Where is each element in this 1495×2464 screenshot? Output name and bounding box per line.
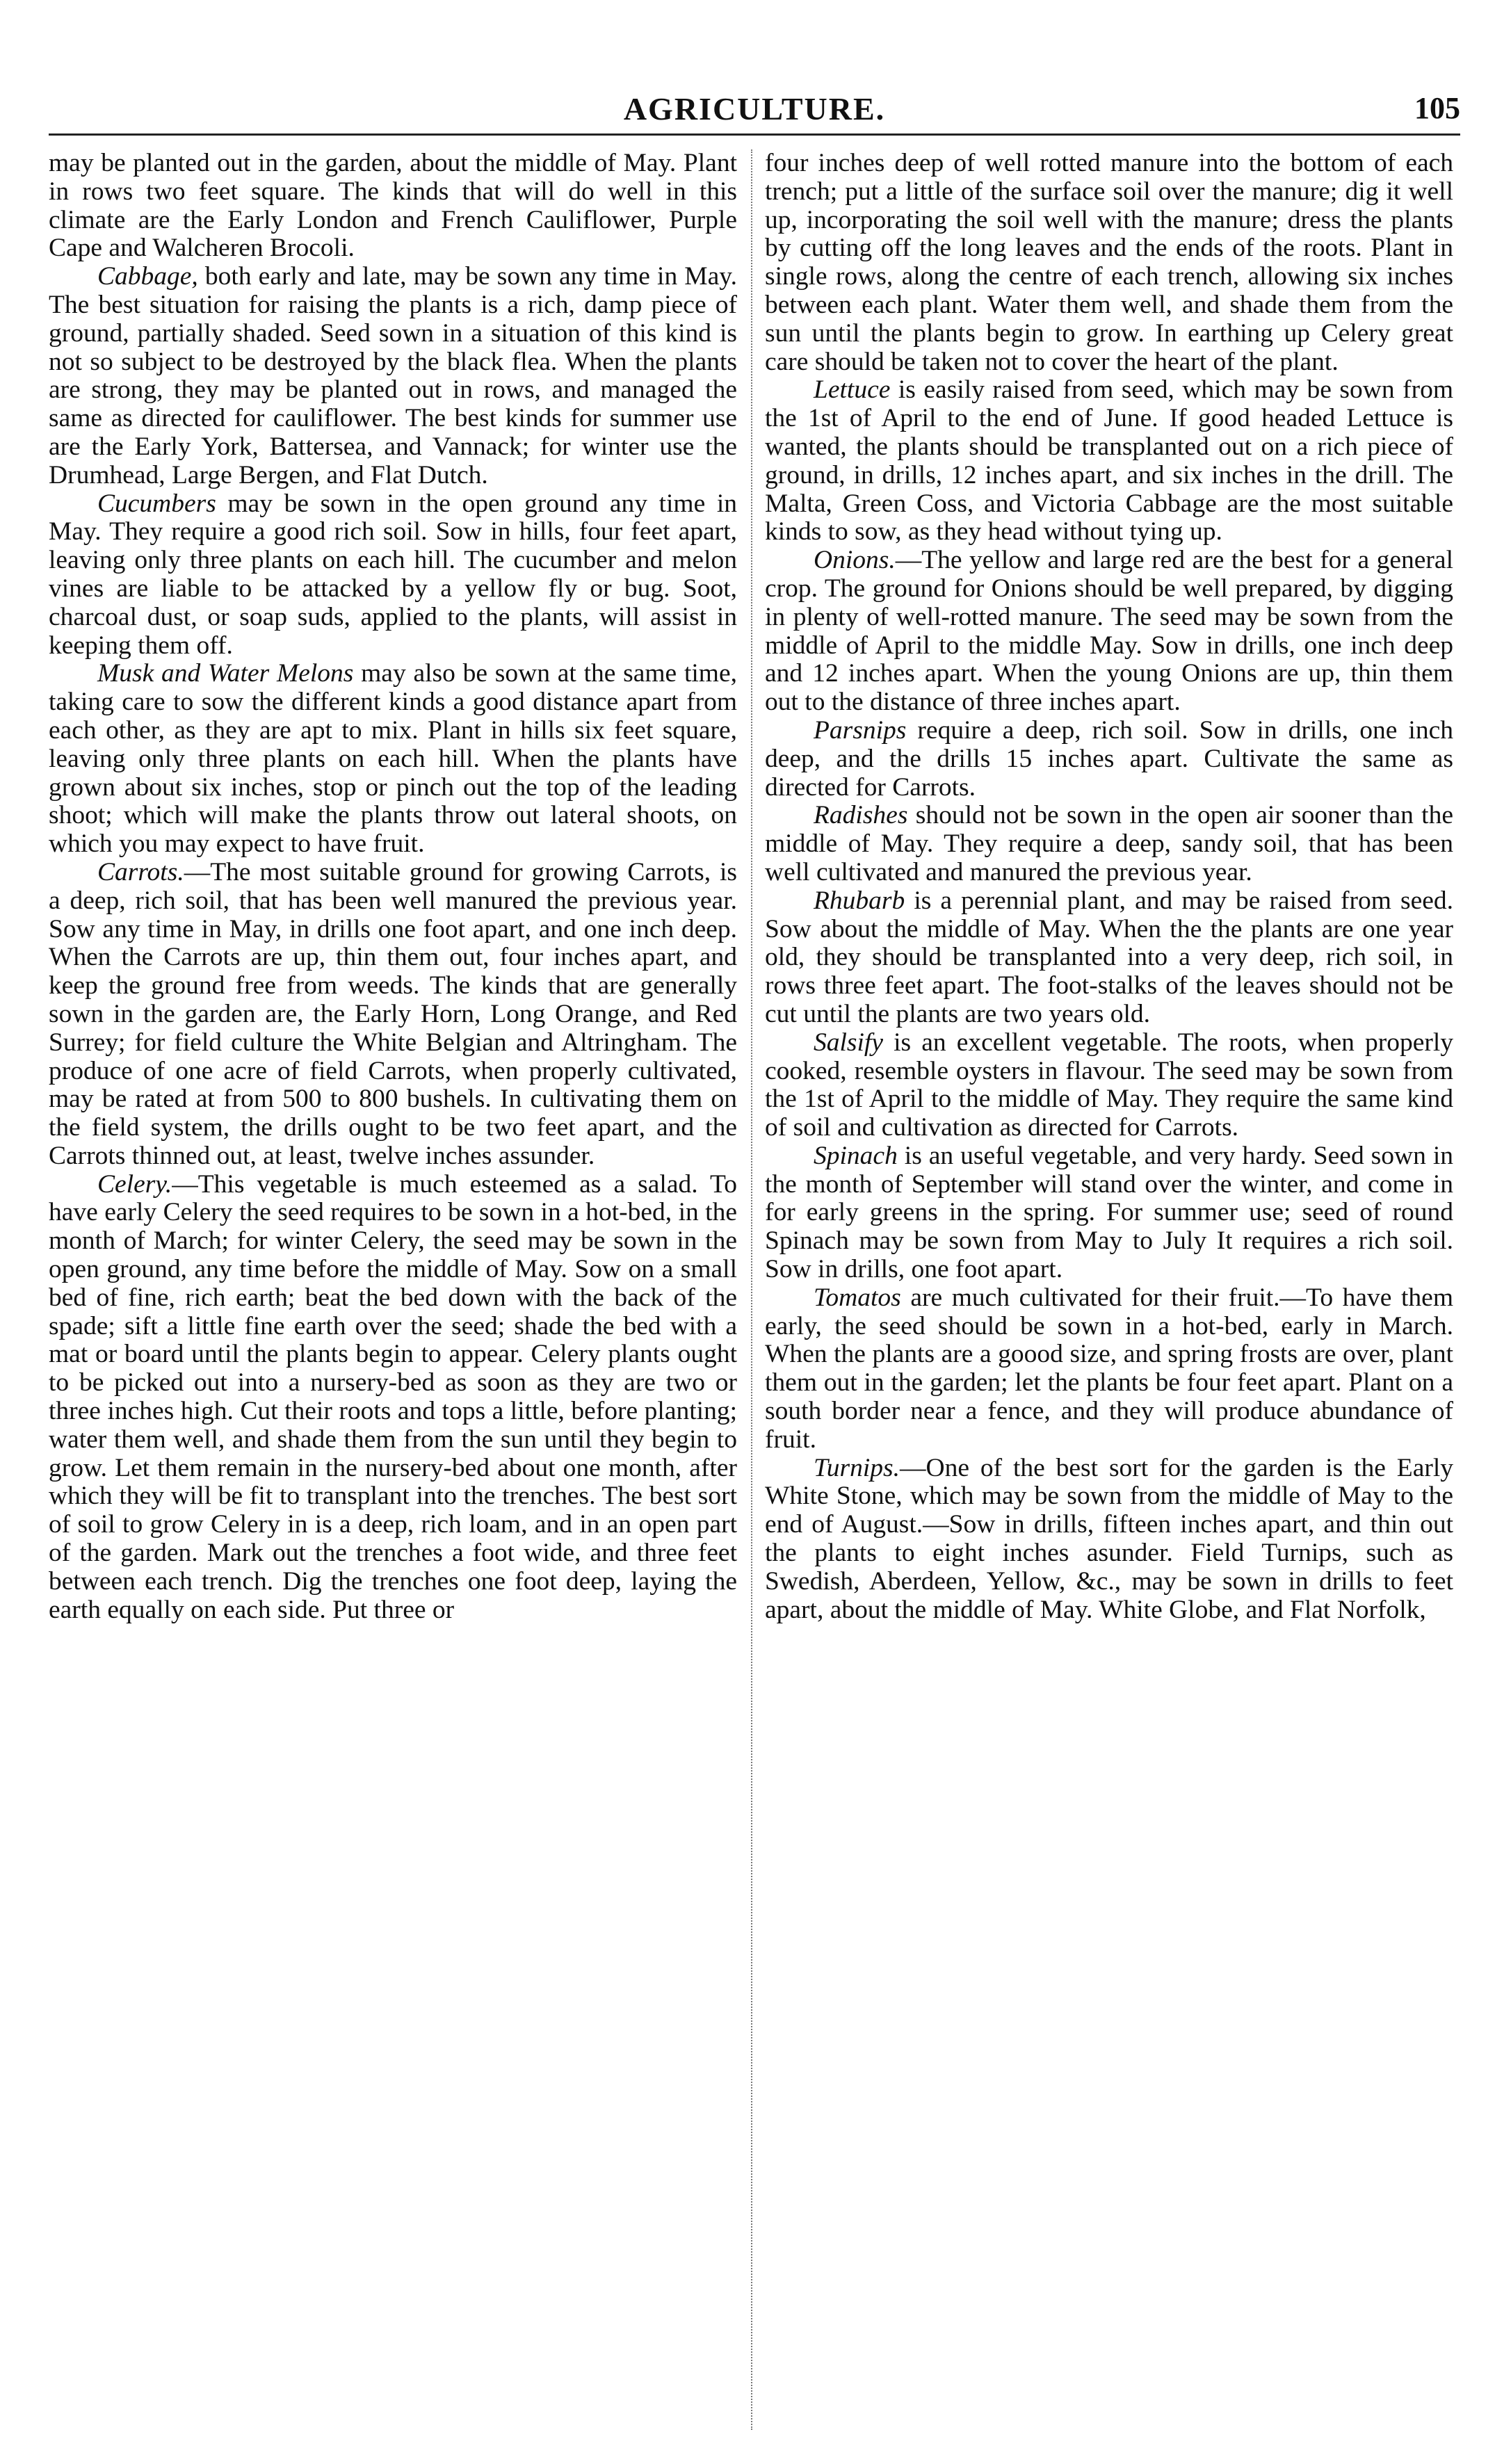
- column-divider: [751, 149, 752, 2430]
- header-rule: [49, 133, 1460, 136]
- entry-heading: Musk and Water Melons: [97, 659, 354, 688]
- entry-heading: Tomatos: [814, 1283, 901, 1312]
- paragraph-melons: Musk and Water Melons may also be sown at the same time, taking care to sow the different kinds a good distance apart from each other, as they are apt to mix. Plant in hills six feet square, leaving only three plants on each hill. When the plants have grown about six inches, stop or pinch out the top of the leading shoot; which will make the plants throw out lateral shoots, on which you may expect to have fruit.: [49, 659, 737, 859]
- paragraph-cucumbers: Cucumbers may be sown in the open ground any time in May. They require a good rich soil. Sow in hills, four feet apart, leaving only three plants on each hill. The cucumber and melon vines are liable to be attacked by a yellow fly or bug. Soot, charcoal dust, or soap suds, applied to the plants, will assist in keeping them off.: [49, 489, 737, 660]
- entry-heading: Parsnips: [814, 715, 907, 745]
- page-header: [49, 90, 1460, 139]
- paragraph-celery-continued: four inches deep of well rotted manure into the bottom of each trench; put a little of the surface soil over the manure; dig it well up, incorporating the soil well with the manure; dress the plants by cutting off the long leaves and the ends of the roots. Plant in single rows, along the centre of each trench, allowing six inches between each plant. Water them well, and shade them from the sun until the plants begin to grow. In earthing up Celery great care should be taken not to cover the heart of the plant.: [765, 149, 1453, 376]
- paragraph-lettuce: Lettuce is easily raised from seed, which may be sown from the 1st of April to the end of June. If good headed Lettuce is wanted, the plants should be transplanted out on a rich piece of ground, in drills, 12 inches apart, and six inches in the drill. The Malta, Green Coss, and Victoria Cabbage are the most suitable kinds to sow, as they head without tying up.: [765, 375, 1453, 546]
- paragraph-salsify: Salsify is an excellent vegetable. The roots, when properly cooked, resemble oysters in flavour. The seed may be sown from the 1st of April to the middle of May. They require the same kind of soil and cultivation as directed for Carrots.: [765, 1028, 1453, 1142]
- running-head: AGRICULTURE.: [623, 91, 886, 127]
- entry-heading: Spinach: [814, 1141, 898, 1170]
- entry-heading: Onions.: [814, 546, 896, 575]
- entry-heading: Cabbage,: [97, 262, 198, 291]
- paragraph-rhubarb: Rhubarb is a perennial plant, and may be raised from seed. Sow about the middle of May. When the the plants are one year old, they should be transplanted into a very deep, rich soil, in rows three feet apart. The foot-stalks of the leaves should not be cut until the plants are two years old.: [765, 886, 1453, 1028]
- entry-heading: Lettuce: [814, 375, 891, 405]
- paragraph-carrots: Carrots.—The most suitable ground for growing Carrots, is a deep, rich soil, that has been well manured the previous year. Sow any time in May, in drills one foot apart, and one inch deep. When the Carrots are up, thin them out, four inches apart, and keep the ground free from weeds. The kinds that are generally sown in the garden are, the Early Horn, Long Orange, and Red Surrey; for field culture the White Belgian and Altringham. The produce of one acre of field Carrots, when properly cultivated, may be rated at from 500 to 800 bushels. In cultivating them on the field system, the drills ought to be two feet apart, and the Carrots thinned out, at least, twelve inches assunder.: [49, 857, 737, 1170]
- paragraph-tomatos: Tomatos are much cultivated for their fruit.—To have them early, the seed should be sown in a hot-bed, early in March. When the plants are a goood size, and spring frosts are over, plant them out in the garden; let the plants be four feet apart. Plant on a south border near a fence, and they will produce abundance of fruit.: [765, 1283, 1453, 1454]
- paragraph-radishes: Radishes should not be sown in the open air sooner than the middle of May. They require a deep, sandy soil, that has been well cultivated and manured the previous year.: [765, 801, 1453, 886]
- paragraph-parsnips: Parsnips require a deep, rich soil. Sow in drills, one inch deep, and the drills 15 inches apart. Cultivate the same as directed for Carrots.: [765, 715, 1453, 802]
- entry-heading: Rhubarb: [814, 886, 905, 915]
- paragraph-turnips: Turnips.—One of the best sort for the garden is the Early White Stone, which may be sown from the middle of May to the end of August.—Sow in drills, fifteen inches apart, and thin out the plants to eight inches asunder. Field Turnips, such as Swedish, Aberdeen, Yellow, &c., may be sown in drills to feet apart, about the middle of May. White Globe, and Flat Norfolk,: [765, 1453, 1453, 1624]
- paragraph-brocoli-continued: may be planted out in the garden, about the middle of May. Plant in rows two feet square. The kinds that will do well in this climate are the Early London and French Cauliflower, Purple Cape and Walcheren Brocoli.: [49, 149, 737, 263]
- entry-heading: Salsify: [814, 1028, 883, 1057]
- left-column: [49, 149, 737, 2430]
- paragraph-cabbage: Cabbage, both early and late, may be sown any time in May. The best situation for raising the plants is a rich, damp piece of ground, partially shaded. Seed sown in a situation of this kind is not so subject to be destroyed by the black flea. When the plants are strong, they may be planted out in rows, and managed the same as directed for cauliflower. The best kinds for summer use are the Early York, Battersea, and Vannack; for winter use the Drumhead, Large Bergen, and Flat Dutch.: [49, 262, 737, 489]
- entry-heading: Carrots.: [97, 857, 184, 886]
- right-column: [765, 149, 1453, 2430]
- page-number: 105: [1414, 91, 1460, 125]
- paragraph-onions: Onions.—The yellow and large red are the best for a general crop. The ground for Onions should be well prepared, by digging in plenty of well-rotted manure. The seed may be sown from the middle of April to the middle May. Sow in drills, one inch deep and 12 inches apart. When the young Onions are up, thin them out to the distance of three inches apart.: [765, 546, 1453, 717]
- entry-heading: Cucumbers: [97, 489, 216, 518]
- entry-heading: Celery.: [97, 1169, 172, 1199]
- entry-heading: Radishes: [814, 801, 908, 830]
- paragraph-spinach: Spinach is an useful vegetable, and very hardy. Seed sown in the month of September will stand over the winter, and come in for early greens in the spring. For summer use; seed of round Spinach may be sown from May to July It requires a rich soil. Sow in drills, one foot apart.: [765, 1141, 1453, 1284]
- entry-heading: Turnips.: [814, 1453, 900, 1482]
- paragraph-celery: Celery.—This vegetable is much esteemed as a salad. To have early Celery the seed requires to be sown in a hot-bed, in the month of March; for winter Celery, the seed may be sown in the open ground, any time before the middle of May. Sow on a small bed of fine, rich earth; beat the bed down with the back of the spade; sift a little fine earth over the seed; shade the bed with a mat or board until the plants begin to appear. Celery plants ought to be picked out into a nursery-bed as soon as they are two or three inches high. Cut their roots and tops a little, before planting; water them well, and shade them from the sun until they begin to grow. Let them remain in the nursery-bed about one month, after which they will be fit to transplant into the trenches. The best sort of soil to grow Celery in is a deep, rich loam, and in an open part of the garden. Mark out the trenches a foot wide, and three feet between each trench. Dig the trenches one foot deep, laying the earth equally on each side. Put three or: [49, 1169, 737, 1624]
